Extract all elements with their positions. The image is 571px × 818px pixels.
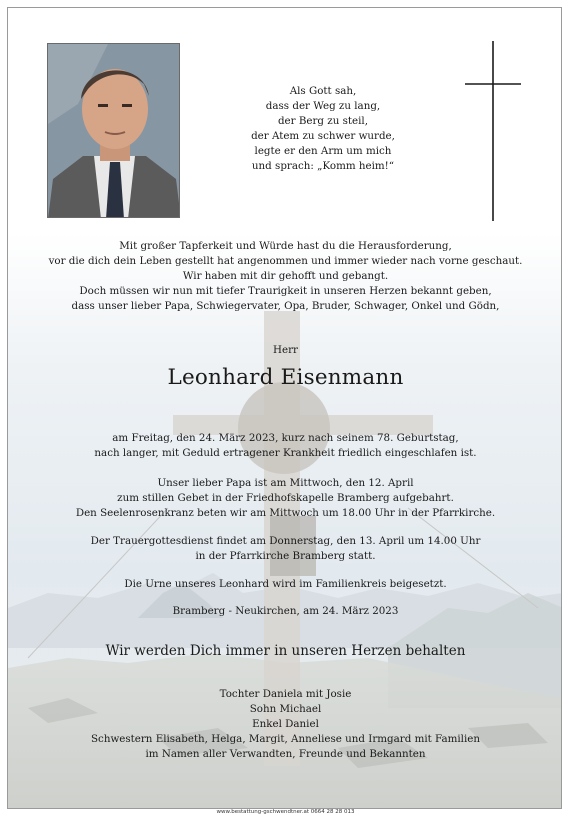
wake-line: Unser lieber Papa ist am Mittwoch, den 12. April [157, 477, 414, 489]
wake-info [8, 476, 562, 521]
portrait-photo [47, 43, 180, 218]
intro-line: Wir haben mit dir gehofft und gebangt. [182, 270, 389, 282]
intro-paragraph [8, 239, 562, 314]
place-date [8, 604, 562, 619]
closing-motto: Wir werden Dich immer in unseren Herzen behalten [105, 643, 466, 659]
funeral-line: in der Pfarrkirche Bramberg statt. [195, 550, 376, 562]
intro-line: vor die dich dein Leben gestellt hat angenommen und immer wieder nach vorne geschaut. [48, 255, 523, 267]
death-notice [8, 431, 562, 461]
poem-verse [208, 84, 438, 174]
mourner-line: Sohn Michael [249, 703, 322, 715]
poem-line: der Berg zu steil, [277, 115, 369, 127]
portrait-figure-icon [48, 44, 180, 218]
footer-contact: www.bestattung-gschwendtner.at 0664 28 28 013 [216, 809, 355, 815]
mourner-line: im Namen aller Verwandten, Freunde und Bekannten [145, 748, 426, 760]
honorific: Herr [273, 344, 298, 356]
mourner-line: Schwestern Elisabeth, Helga, Margit, Anneliese und Irmgard mit Familien [91, 733, 480, 745]
place-date-line: Bramberg - Neukirchen, am 24. März 2023 [172, 605, 399, 617]
deceased-name: Leonhard Eisenmann [167, 365, 404, 390]
wake-line: zum stillen Gebet in der Friedhofskapelle Bramberg aufgebahrt. [117, 492, 454, 504]
mourners-list [8, 687, 562, 762]
intro-line: Mit großer Tapferkeit und Würde hast du die Herausforderung, [119, 240, 452, 252]
poem-line: der Atem zu schwer wurde, [251, 130, 395, 142]
urn-info [8, 577, 562, 592]
mourner-line: Tochter Daniela mit Josie [219, 688, 352, 700]
death-notice-line: nach langer, mit Geduld ertragener Krankheit friedlich eingeschlafen ist. [94, 447, 477, 459]
mourner-line: Enkel Daniel [252, 718, 319, 730]
funeral-line: Der Trauergottesdienst findet am Donnerstag, den 13. April um 14.00 Uhr [90, 535, 481, 547]
urn-line: Die Urne unseres Leonhard wird im Familienkreis beigesetzt. [124, 578, 447, 590]
poem-line: dass der Weg zu lang, [265, 100, 381, 112]
intro-line: dass unser lieber Papa, Schwiegervater, Opa, Bruder, Schwager, Onkel und Gödn, [71, 300, 500, 312]
poem-line: Als Gott sah, [289, 85, 357, 97]
death-notice-line: am Freitag, den 24. März 2023, kurz nach seinem 78. Geburtstag, [112, 432, 459, 444]
funeral-info [8, 534, 562, 564]
cross-icon [463, 41, 523, 221]
poem-line: und sprach: „Komm heim!“ [251, 160, 395, 172]
wake-line: Den Seelenrosenkranz beten wir am Mittwoch um 18.00 Uhr in der Pfarrkirche. [75, 507, 496, 519]
obituary-card [7, 7, 562, 809]
poem-line: legte er den Arm um mich [254, 145, 392, 157]
intro-line: Doch müssen wir nun mit tiefer Traurigkeit in unseren Herzen bekannt geben, [79, 285, 492, 297]
